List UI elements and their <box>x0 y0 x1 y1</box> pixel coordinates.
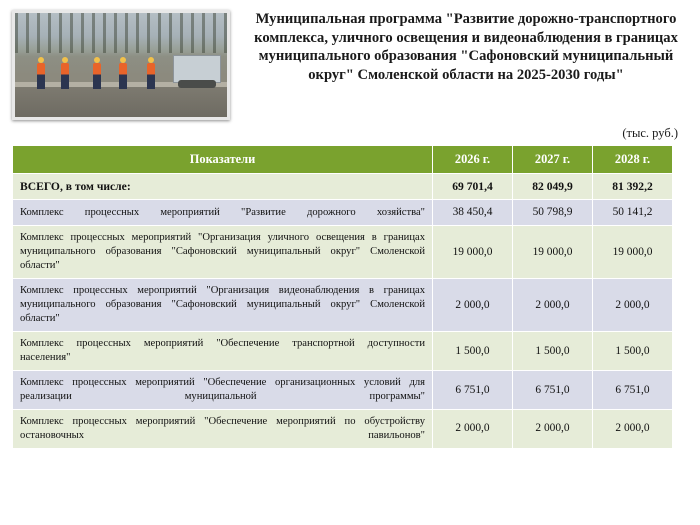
row-value: 19 000,0 <box>513 226 593 279</box>
table-row <box>13 200 673 226</box>
row-value: 2 000,0 <box>433 410 513 449</box>
budget-table <box>12 145 673 449</box>
row-value: 1 500,0 <box>433 332 513 371</box>
page-title: Муниципальная программа "Развитие дорожно-транспортного комплекса, уличного освещения и видеонаблюдения в границах муниципального образования "Сафоновский муниципальный округ" Смоленской области на 2025-2030 годы" <box>254 11 678 84</box>
table-row <box>13 410 673 449</box>
row-value: 38 450,4 <box>433 200 513 226</box>
row-label: ВСЕГО, в том числе: <box>13 174 433 200</box>
row-value: 19 000,0 <box>593 226 673 279</box>
road-works-photo <box>12 10 230 120</box>
title-block <box>230 8 688 85</box>
table-body <box>13 174 673 449</box>
row-value: 1 500,0 <box>593 332 673 371</box>
photo-worker <box>61 63 69 89</box>
photo-trees <box>15 13 227 53</box>
row-value: 1 500,0 <box>513 332 593 371</box>
row-value: 81 392,2 <box>593 174 673 200</box>
row-value: 2 000,0 <box>433 279 513 332</box>
row-value: 69 701,4 <box>433 174 513 200</box>
row-label: Комплекс процессных мероприятий "Организация уличного освещения в границах муниципального образования "Сафоновский муниципальный округ" Смоленской области" <box>13 226 433 279</box>
column-header-2028: 2028 г. <box>593 146 673 174</box>
photo-truck <box>173 55 221 83</box>
slide-header <box>0 0 700 120</box>
row-label: Комплекс процессных мероприятий "Организация видеонаблюдения в границах муниципального образования "Сафоновский муниципальный округ" Смоленской области" <box>13 279 433 332</box>
table-container <box>0 141 700 449</box>
photo-image <box>15 13 227 117</box>
row-label: Комплекс процессных мероприятий "Обеспечение мероприятий по обустройству остановочных павильонов" <box>13 410 433 449</box>
photo-worker <box>147 63 155 89</box>
row-value: 50 141,2 <box>593 200 673 226</box>
table-header-row <box>13 146 673 174</box>
row-value: 2 000,0 <box>593 279 673 332</box>
row-value: 6 751,0 <box>513 371 593 410</box>
column-header-2027: 2027 г. <box>513 146 593 174</box>
units-label: (тыс. руб.) <box>622 126 678 140</box>
table-row <box>13 279 673 332</box>
photo-worker <box>119 63 127 89</box>
row-value: 2 000,0 <box>513 279 593 332</box>
photo-worker <box>37 63 45 89</box>
row-value: 50 798,9 <box>513 200 593 226</box>
column-header-indicator: Показатели <box>13 146 433 174</box>
table-row <box>13 226 673 279</box>
table-row <box>13 332 673 371</box>
table-row <box>13 371 673 410</box>
row-label: Комплекс процессных мероприятий "Обеспечение организационных условий для реализации муниципальной программы" <box>13 371 433 410</box>
photo-worker <box>93 63 101 89</box>
photo-road <box>15 87 227 117</box>
row-label: Комплекс процессных мероприятий "Обеспечение транспортной доступности населения" <box>13 332 433 371</box>
row-value: 6 751,0 <box>433 371 513 410</box>
row-value: 19 000,0 <box>433 226 513 279</box>
row-value: 82 049,9 <box>513 174 593 200</box>
column-header-2026: 2026 г. <box>433 146 513 174</box>
row-value: 2 000,0 <box>593 410 673 449</box>
row-value: 6 751,0 <box>593 371 673 410</box>
table-row <box>13 174 673 200</box>
row-label: Комплекс процессных мероприятий "Развитие дорожного хозяйства" <box>13 200 433 226</box>
row-value: 2 000,0 <box>513 410 593 449</box>
